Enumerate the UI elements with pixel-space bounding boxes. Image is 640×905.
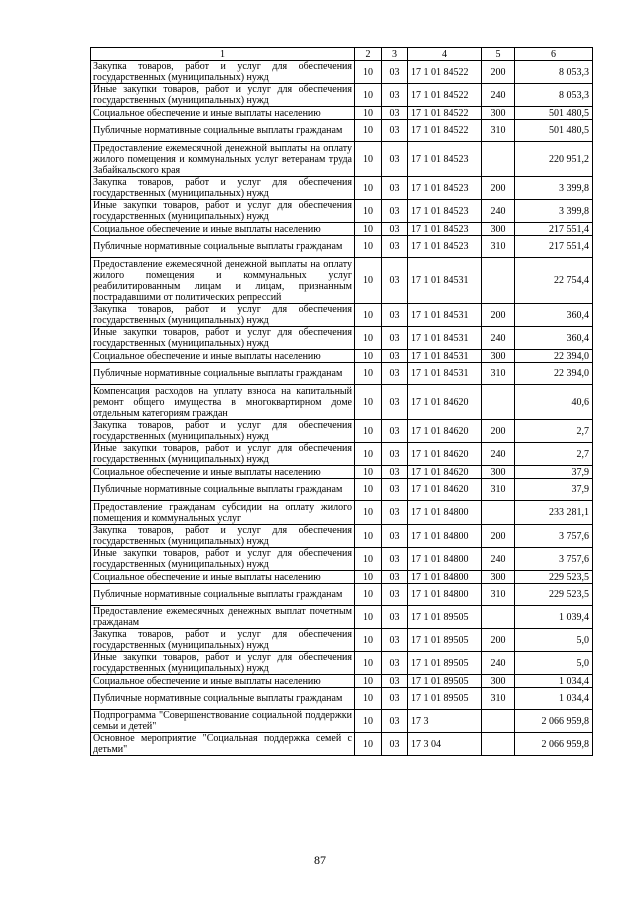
row-subsection-cell: 03 (382, 61, 408, 84)
table-row (91, 501, 593, 525)
header-cell-amount: 6 (515, 48, 593, 61)
table-row (91, 304, 593, 327)
row-name-cell: Предоставление гражданам субсидии на оплату жилого помещения и коммунальных услуг (91, 501, 355, 525)
row-name-cell: Закупка товаров, работ и услуг для обеспечения государственных (муниципальных) нужд (91, 629, 355, 652)
row-expense-type-cell: 240 (482, 84, 515, 107)
row-name-cell: Закупка товаров, работ и услуг для обеспечения государственных (муниципальных) нужд (91, 61, 355, 84)
row-target-article-cell: 17 3 04 (408, 733, 482, 756)
row-section-cell: 10 (355, 84, 382, 107)
row-subsection-cell: 03 (382, 327, 408, 350)
row-amount-cell: 2,7 (515, 420, 593, 443)
row-subsection-cell: 03 (382, 363, 408, 385)
row-name-cell: Социальное обеспечение и иные выплаты населению (91, 350, 355, 363)
table-row (91, 652, 593, 675)
row-subsection-cell: 03 (382, 142, 408, 177)
row-expense-type-cell (482, 501, 515, 525)
row-amount-cell: 1 039,4 (515, 606, 593, 629)
row-name-cell: Публичные нормативные социальные выплаты гражданам (91, 236, 355, 258)
table-row (91, 107, 593, 120)
row-section-cell: 10 (355, 61, 382, 84)
table-row (91, 548, 593, 571)
row-target-article-cell: 17 1 01 89505 (408, 606, 482, 629)
header-cell-expense-type: 5 (482, 48, 515, 61)
row-subsection-cell: 03 (382, 466, 408, 479)
row-expense-type-cell: 300 (482, 107, 515, 120)
row-expense-type-cell: 310 (482, 688, 515, 710)
row-name-cell: Социальное обеспечение и иные выплаты населению (91, 675, 355, 688)
row-subsection-cell: 03 (382, 120, 408, 142)
row-target-article-cell: 17 1 01 84620 (408, 443, 482, 466)
row-target-article-cell: 17 1 01 84522 (408, 61, 482, 84)
row-amount-cell: 233 281,1 (515, 501, 593, 525)
row-target-article-cell: 17 1 01 84523 (408, 223, 482, 236)
header-cell-section: 2 (355, 48, 382, 61)
row-subsection-cell: 03 (382, 675, 408, 688)
row-name-cell: Публичные нормативные социальные выплаты гражданам (91, 120, 355, 142)
row-target-article-cell: 17 1 01 84620 (408, 466, 482, 479)
header-cell-subsection: 3 (382, 48, 408, 61)
row-name-cell: Иные закупки товаров, работ и услуг для обеспечения государственных (муниципальных) нужд (91, 327, 355, 350)
row-expense-type-cell (482, 142, 515, 177)
row-subsection-cell: 03 (382, 584, 408, 606)
row-amount-cell: 360,4 (515, 327, 593, 350)
row-expense-type-cell: 300 (482, 350, 515, 363)
row-section-cell: 10 (355, 501, 382, 525)
row-subsection-cell: 03 (382, 443, 408, 466)
row-expense-type-cell (482, 385, 515, 420)
row-amount-cell: 22 394,0 (515, 363, 593, 385)
row-target-article-cell: 17 1 01 84800 (408, 501, 482, 525)
table-row (91, 479, 593, 501)
table-row (91, 584, 593, 606)
row-target-article-cell: 17 1 01 84531 (408, 304, 482, 327)
table-row (91, 223, 593, 236)
table-row (91, 466, 593, 479)
row-subsection-cell: 03 (382, 304, 408, 327)
row-expense-type-cell: 300 (482, 675, 515, 688)
row-section-cell: 10 (355, 466, 382, 479)
table-row (91, 236, 593, 258)
row-name-cell: Иные закупки товаров, работ и услуг для обеспечения государственных (муниципальных) нужд (91, 548, 355, 571)
row-target-article-cell: 17 1 01 84800 (408, 548, 482, 571)
row-subsection-cell: 03 (382, 548, 408, 571)
row-subsection-cell: 03 (382, 350, 408, 363)
row-subsection-cell: 03 (382, 223, 408, 236)
row-amount-cell: 1 034,4 (515, 688, 593, 710)
row-amount-cell: 229 523,5 (515, 571, 593, 584)
table-row (91, 629, 593, 652)
row-expense-type-cell (482, 710, 515, 733)
table-row (91, 571, 593, 584)
row-name-cell: Публичные нормативные социальные выплаты гражданам (91, 363, 355, 385)
row-amount-cell: 2 066 959,8 (515, 710, 593, 733)
row-section-cell: 10 (355, 710, 382, 733)
row-expense-type-cell: 300 (482, 571, 515, 584)
row-expense-type-cell: 310 (482, 584, 515, 606)
row-amount-cell: 5,0 (515, 652, 593, 675)
row-expense-type-cell: 300 (482, 466, 515, 479)
row-amount-cell: 220 951,2 (515, 142, 593, 177)
row-target-article-cell: 17 1 01 84800 (408, 571, 482, 584)
row-expense-type-cell (482, 606, 515, 629)
row-expense-type-cell: 200 (482, 177, 515, 200)
row-amount-cell: 217 551,4 (515, 223, 593, 236)
row-target-article-cell: 17 1 01 84531 (408, 363, 482, 385)
row-name-cell: Предоставление ежемесячной денежной выплаты на оплату жилого помещения и коммунальных услуг реабилитированным лицам и лицам, признанным пострадавшими от политических репрессий (91, 258, 355, 304)
row-target-article-cell: 17 1 01 84620 (408, 420, 482, 443)
row-name-cell: Иные закупки товаров, работ и услуг для обеспечения государственных (муниципальных) нужд (91, 652, 355, 675)
row-name-cell: Иные закупки товаров, работ и услуг для обеспечения государственных (муниципальных) нужд (91, 200, 355, 223)
row-section-cell: 10 (355, 142, 382, 177)
table-header-row (91, 48, 593, 61)
row-amount-cell: 3 757,6 (515, 525, 593, 548)
row-section-cell: 10 (355, 675, 382, 688)
row-expense-type-cell: 310 (482, 479, 515, 501)
row-expense-type-cell: 200 (482, 420, 515, 443)
row-amount-cell: 22 394,0 (515, 350, 593, 363)
table-row (91, 675, 593, 688)
row-amount-cell: 229 523,5 (515, 584, 593, 606)
row-section-cell: 10 (355, 350, 382, 363)
row-target-article-cell: 17 1 01 84523 (408, 236, 482, 258)
budget-table (90, 47, 593, 756)
row-target-article-cell: 17 1 01 84522 (408, 120, 482, 142)
row-subsection-cell: 03 (382, 236, 408, 258)
row-amount-cell: 2,7 (515, 443, 593, 466)
table-row (91, 363, 593, 385)
row-section-cell: 10 (355, 652, 382, 675)
row-expense-type-cell: 240 (482, 652, 515, 675)
row-section-cell: 10 (355, 177, 382, 200)
row-target-article-cell: 17 1 01 84522 (408, 107, 482, 120)
row-name-cell: Закупка товаров, работ и услуг для обеспечения государственных (муниципальных) нужд (91, 420, 355, 443)
row-amount-cell: 22 754,4 (515, 258, 593, 304)
table-row (91, 120, 593, 142)
row-name-cell: Закупка товаров, работ и услуг для обеспечения государственных (муниципальных) нужд (91, 177, 355, 200)
row-name-cell: Публичные нормативные социальные выплаты гражданам (91, 688, 355, 710)
table-row (91, 61, 593, 84)
table-row (91, 606, 593, 629)
row-target-article-cell: 17 1 01 89505 (408, 675, 482, 688)
row-target-article-cell: 17 1 01 84523 (408, 200, 482, 223)
row-target-article-cell: 17 1 01 89505 (408, 652, 482, 675)
row-subsection-cell: 03 (382, 501, 408, 525)
row-amount-cell: 2 066 959,8 (515, 733, 593, 756)
row-section-cell: 10 (355, 525, 382, 548)
row-target-article-cell: 17 1 01 84523 (408, 142, 482, 177)
row-name-cell: Социальное обеспечение и иные выплаты населению (91, 571, 355, 584)
row-amount-cell: 360,4 (515, 304, 593, 327)
row-amount-cell: 37,9 (515, 466, 593, 479)
row-expense-type-cell (482, 258, 515, 304)
row-subsection-cell: 03 (382, 479, 408, 501)
row-section-cell: 10 (355, 548, 382, 571)
row-expense-type-cell: 200 (482, 304, 515, 327)
row-name-cell: Социальное обеспечение и иные выплаты населению (91, 223, 355, 236)
table-row (91, 525, 593, 548)
row-subsection-cell: 03 (382, 629, 408, 652)
row-subsection-cell: 03 (382, 525, 408, 548)
row-section-cell: 10 (355, 688, 382, 710)
row-subsection-cell: 03 (382, 710, 408, 733)
row-target-article-cell: 17 1 01 84531 (408, 258, 482, 304)
row-expense-type-cell: 240 (482, 200, 515, 223)
row-section-cell: 10 (355, 443, 382, 466)
table-row (91, 84, 593, 107)
row-amount-cell: 37,9 (515, 479, 593, 501)
table-row (91, 327, 593, 350)
table-row (91, 200, 593, 223)
row-subsection-cell: 03 (382, 84, 408, 107)
row-section-cell: 10 (355, 629, 382, 652)
row-amount-cell: 8 053,3 (515, 61, 593, 84)
row-expense-type-cell: 200 (482, 629, 515, 652)
row-name-cell: Иные закупки товаров, работ и услуг для обеспечения государственных (муниципальных) нужд (91, 84, 355, 107)
row-subsection-cell: 03 (382, 200, 408, 223)
row-name-cell: Иные закупки товаров, работ и услуг для обеспечения государственных (муниципальных) нужд (91, 443, 355, 466)
row-subsection-cell: 03 (382, 733, 408, 756)
table-row (91, 350, 593, 363)
row-amount-cell: 40,6 (515, 385, 593, 420)
row-amount-cell: 5,0 (515, 629, 593, 652)
row-section-cell: 10 (355, 420, 382, 443)
row-expense-type-cell: 200 (482, 61, 515, 84)
row-section-cell: 10 (355, 236, 382, 258)
row-target-article-cell: 17 1 01 84522 (408, 84, 482, 107)
row-expense-type-cell: 300 (482, 223, 515, 236)
page-number: 87 (314, 853, 326, 867)
row-expense-type-cell (482, 733, 515, 756)
row-section-cell: 10 (355, 606, 382, 629)
row-amount-cell: 217 551,4 (515, 236, 593, 258)
row-section-cell: 10 (355, 571, 382, 584)
row-name-cell: Публичные нормативные социальные выплаты гражданам (91, 584, 355, 606)
row-amount-cell: 3 399,8 (515, 177, 593, 200)
row-target-article-cell: 17 1 01 84531 (408, 327, 482, 350)
table-row (91, 258, 593, 304)
row-expense-type-cell: 310 (482, 363, 515, 385)
table-row (91, 385, 593, 420)
row-subsection-cell: 03 (382, 107, 408, 120)
row-section-cell: 10 (355, 258, 382, 304)
budget-table-body (91, 48, 593, 756)
row-target-article-cell: 17 1 01 84531 (408, 350, 482, 363)
table-row (91, 443, 593, 466)
row-subsection-cell: 03 (382, 385, 408, 420)
header-cell-name: 1 (91, 48, 355, 61)
row-name-cell: Предоставление ежемесячной денежной выплаты на оплату жилого помещения и коммунальных услуг ветеранам труда Забайкальского края (91, 142, 355, 177)
row-amount-cell: 1 034,4 (515, 675, 593, 688)
table-row (91, 710, 593, 733)
row-amount-cell: 501 480,5 (515, 107, 593, 120)
row-name-cell: Социальное обеспечение и иные выплаты населению (91, 466, 355, 479)
row-subsection-cell: 03 (382, 688, 408, 710)
row-name-cell: Закупка товаров, работ и услуг для обеспечения государственных (муниципальных) нужд (91, 525, 355, 548)
table-row (91, 142, 593, 177)
row-target-article-cell: 17 3 (408, 710, 482, 733)
row-section-cell: 10 (355, 363, 382, 385)
row-amount-cell: 3 399,8 (515, 200, 593, 223)
row-section-cell: 10 (355, 107, 382, 120)
row-section-cell: 10 (355, 733, 382, 756)
row-name-cell: Предоставление ежемесячных денежных выплат почетным гражданам (91, 606, 355, 629)
row-subsection-cell: 03 (382, 258, 408, 304)
row-name-cell: Публичные нормативные социальные выплаты гражданам (91, 479, 355, 501)
table-row (91, 420, 593, 443)
row-amount-cell: 501 480,5 (515, 120, 593, 142)
row-section-cell: 10 (355, 200, 382, 223)
row-target-article-cell: 17 1 01 84620 (408, 385, 482, 420)
row-target-article-cell: 17 1 01 89505 (408, 629, 482, 652)
row-subsection-cell: 03 (382, 606, 408, 629)
row-target-article-cell: 17 1 01 84800 (408, 525, 482, 548)
table-row (91, 177, 593, 200)
table-row (91, 688, 593, 710)
row-section-cell: 10 (355, 479, 382, 501)
row-expense-type-cell: 310 (482, 120, 515, 142)
row-target-article-cell: 17 1 01 89505 (408, 688, 482, 710)
row-section-cell: 10 (355, 120, 382, 142)
row-target-article-cell: 17 1 01 84800 (408, 584, 482, 606)
row-expense-type-cell: 310 (482, 236, 515, 258)
row-amount-cell: 8 053,3 (515, 84, 593, 107)
row-subsection-cell: 03 (382, 571, 408, 584)
row-name-cell: Подпрограмма "Совершенствование социальной поддержки семьи и детей" (91, 710, 355, 733)
table-row (91, 733, 593, 756)
header-cell-target-article: 4 (408, 48, 482, 61)
row-amount-cell: 3 757,6 (515, 548, 593, 571)
row-section-cell: 10 (355, 327, 382, 350)
row-subsection-cell: 03 (382, 652, 408, 675)
row-expense-type-cell: 240 (482, 548, 515, 571)
row-expense-type-cell: 240 (482, 327, 515, 350)
row-name-cell: Основное мероприятие "Социальная поддержка семей с детьми" (91, 733, 355, 756)
row-subsection-cell: 03 (382, 177, 408, 200)
row-name-cell: Социальное обеспечение и иные выплаты населению (91, 107, 355, 120)
row-subsection-cell: 03 (382, 420, 408, 443)
row-section-cell: 10 (355, 223, 382, 236)
row-section-cell: 10 (355, 584, 382, 606)
row-expense-type-cell: 200 (482, 525, 515, 548)
row-section-cell: 10 (355, 385, 382, 420)
row-name-cell: Закупка товаров, работ и услуг для обеспечения государственных (муниципальных) нужд (91, 304, 355, 327)
row-name-cell: Компенсация расходов на уплату взноса на капитальный ремонт общего имущества в многоквартирном доме отдельным категориям граждан (91, 385, 355, 420)
row-target-article-cell: 17 1 01 84620 (408, 479, 482, 501)
row-section-cell: 10 (355, 304, 382, 327)
row-expense-type-cell: 240 (482, 443, 515, 466)
row-target-article-cell: 17 1 01 84523 (408, 177, 482, 200)
